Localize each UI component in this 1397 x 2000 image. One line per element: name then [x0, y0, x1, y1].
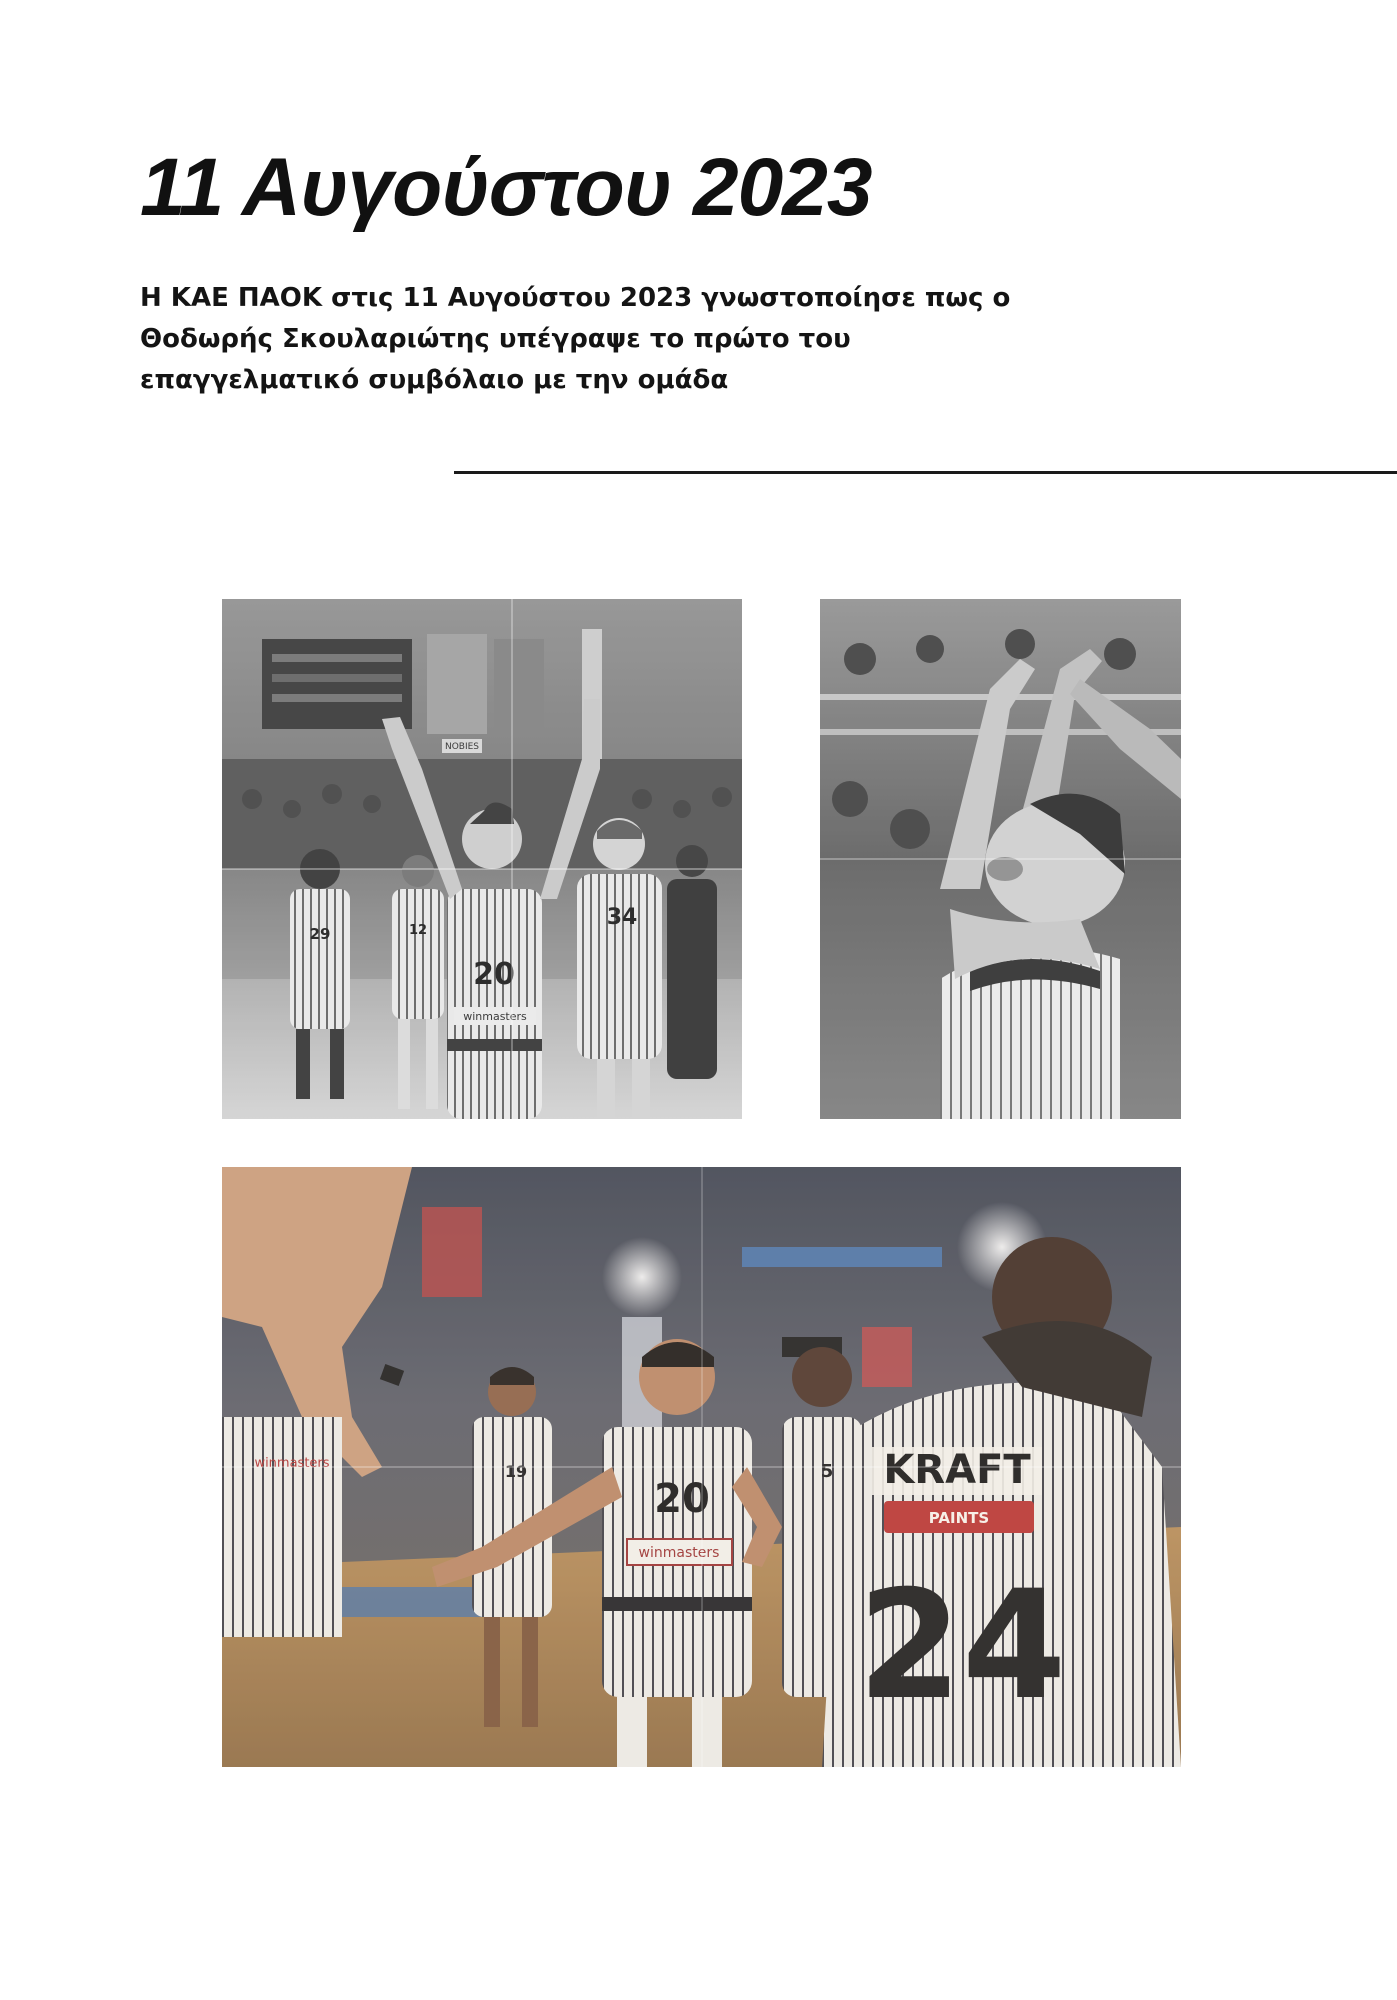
- lead-line: Θοδωρής Σκουλαριώτης υπέγραψε το πρώτο του: [140, 324, 851, 354]
- jersey-number: 19: [504, 1462, 528, 1481]
- jersey-sponsor: PAINTS: [928, 1509, 990, 1527]
- jersey-number: 12: [408, 923, 428, 938]
- jersey-number: 20: [473, 957, 515, 992]
- photo-team-celebration-image: [222, 1167, 1181, 1767]
- photo-players-celebrating: [222, 599, 742, 1119]
- arena-sign-text: NOBIES: [444, 742, 480, 752]
- jersey-sponsor: winmasters: [254, 1456, 330, 1471]
- page-title: 11 Αυγούστου 2023: [140, 142, 872, 233]
- lead-paragraph: [140, 278, 1120, 401]
- photo-team-celebration: [222, 1167, 1181, 1767]
- photo-player-close-up: [820, 599, 1181, 1119]
- jersey-sponsor: winmasters: [463, 1010, 527, 1023]
- horizontal-divider: [454, 471, 1397, 474]
- photo-players-celebrating-image: [222, 599, 742, 1119]
- jersey-sponsor: winmasters: [638, 1545, 720, 1561]
- lead-line: Η ΚΑΕ ΠΑΟΚ στις 11 Αυγούστου 2023 γνωστοποίησε πως ο: [140, 283, 1011, 313]
- jersey-number: 24: [857, 1559, 1067, 1733]
- lead-line: επαγγελματικό συμβόλαιο με την ομάδα: [140, 365, 729, 395]
- jersey-number: 20: [654, 1476, 710, 1522]
- jersey-number: 5: [820, 1461, 834, 1482]
- jersey-sponsor: KRAFT: [883, 1447, 1031, 1493]
- photo-player-close-up-image: [820, 599, 1181, 1119]
- jersey-number: 34: [606, 905, 638, 930]
- jersey-number: 29: [309, 925, 331, 943]
